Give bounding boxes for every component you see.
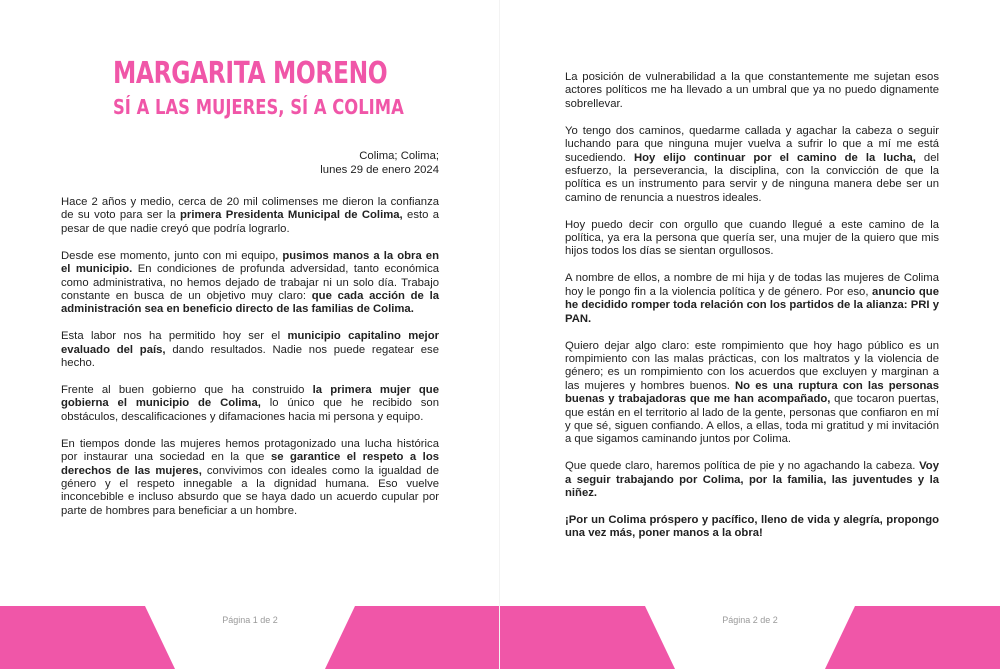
paragraph (565, 340, 939, 447)
bold-text: Hoy elijo continuar por el camino de la lucha, (633, 151, 916, 164)
text-run: del esfuerzo, la perseverancia, la disciplina, con la convicción de que la política es un instrumento para servir y de ninguna manera debe ser un camino de renuncia a nuestros ideales. (565, 151, 939, 204)
text-run: En tiempos donde las mujeres hemos protagonizado una lucha histórica por instaurar una sociedad en la que (61, 437, 439, 464)
document-title: MARGARITA MORENO (113, 56, 388, 91)
text-run: Hoy puedo decir con orgullo que cuando llegué a este camino de la política, ya era la persona que quería ser, una mujer de la quiero que mis hijos todos los días se sientan orgullosos. (565, 218, 939, 258)
bold-text: anuncio que he decidido romper toda relación con los partidos de la alianza: PRI y PAN. (565, 285, 939, 325)
paragraph (61, 250, 439, 317)
bold-text: primera Presidenta Municipal de Colima, (180, 209, 403, 222)
dateline (320, 150, 439, 177)
text-run: Desde ese momento, junto con mi equipo, (61, 249, 283, 262)
paragraph (61, 196, 439, 236)
text-run: dando resultados. Nadie nos puede regatear ese hecho. (61, 343, 439, 370)
document-subtitle: SÍ A LAS MUJERES, SÍ A COLIMA (113, 95, 404, 119)
paragraph (565, 219, 939, 259)
dateline-date: lunes 29 de enero 2024 (320, 163, 439, 176)
text-run: Frente al buen gobierno que ha construido (61, 383, 313, 396)
text-run: esto a pesar de que nadie creyó que podría lograrlo. (61, 209, 440, 235)
page-number: Página 1 de 2 (222, 615, 278, 625)
bold-text: pusimos manos a la obra en el municipio. (61, 249, 439, 276)
paragraph (565, 125, 939, 205)
bold-text: ¡Por un Colima próspero y pacífico, lleno de vida y alegría, propongo una vez más, poner manos a la obra! (565, 513, 939, 540)
text-run: Esta labor nos ha permitido hoy ser el (61, 330, 288, 343)
page-1-body (61, 196, 439, 532)
bold-text: la primera mujer que gobierna el municipio de Colima, (61, 383, 439, 410)
bold-text: Voy a seguir trabajando por Colima, por la familia, las juventudes y la niñez. (565, 460, 939, 500)
paragraph (565, 71, 939, 111)
text-run: Que quede claro, haremos política de pie y no agachando la cabeza. (565, 460, 920, 473)
text-run: que tocaron puertas, que están en el territorio al lado de la gente, personas que confiaron en mí y que sé, siguen confiando. A ellos, a ellas, toda mi gratitud y mi invitación a que sigamos caminando juntos por Colima. (565, 393, 939, 446)
text-run: Hace 2 años y medio, cerca de 20 mil colimenses me dieron la confianza de su voto para ser la (61, 196, 439, 222)
bold-text: No es una ruptura con las personas buenas y trabajadoras que me han acompañado, (565, 379, 939, 406)
page-number: Página 2 de 2 (722, 615, 778, 625)
paragraph (61, 330, 439, 370)
bold-text: que cada acción de la administración sea en beneficio directo de las familias de Colima. (61, 289, 440, 316)
text-run: A nombre de ellos, a nombre de mi hija y de todas las mujeres de Colima hoy le pongo fin a la violencia política y de género. Por eso, (565, 272, 939, 298)
text-run: lo único que he recibido son obstáculos, descalificaciones y difamaciones hacia mi persona y equipo. (61, 397, 439, 423)
paragraph (565, 514, 939, 541)
paragraph (61, 438, 439, 518)
bold-text: se garantice el respeto a los derechos de las mujeres, (61, 451, 440, 477)
text-run: La posición de vulnerabilidad a la que constantemente me sujetan esos actores políticos me ha llevado a un umbral que ya no puedo dignamente sobrellevar. (565, 71, 939, 110)
bold-text: municipio capitalino mejor evaluado del país, (61, 330, 439, 356)
text-run: En condiciones de profunda adversidad, tanto económica como administrativa, no hemos dejado de trabajar ni un solo día. Trabajo constante en busca de un objetivo muy claro: (61, 263, 440, 302)
paragraph (565, 460, 939, 500)
paragraph (565, 272, 939, 326)
text-run: Quiero dejar algo claro: este rompimiento que hoy hago público es un rompimiento con las malas prácticas, con los maltratos y la violencia de género; es un rompimiento con los acuerdos que excluyen y marginan a las mujeres y hombres buenos. (565, 339, 939, 392)
dateline-place: Colima; Colima; (359, 150, 439, 162)
text-run: Yo tengo dos caminos, quedarme callada y agachar la cabeza o seguir luchando para que ninguna mujer vuelva a sufrir lo que a mí me está sucediendo. (565, 124, 939, 164)
paragraph (61, 384, 439, 424)
text-run: convivimos con ideales como la igualdad de género y el respeto innegable a la dignidad humana. Eso vuelve inconcebible e incluso absurdo que se haya dado un acuerdo cupular por parte de hombres para beneficiar a un hombre. (61, 464, 439, 517)
page-2 (500, 0, 1000, 669)
page-2-body (565, 71, 939, 554)
